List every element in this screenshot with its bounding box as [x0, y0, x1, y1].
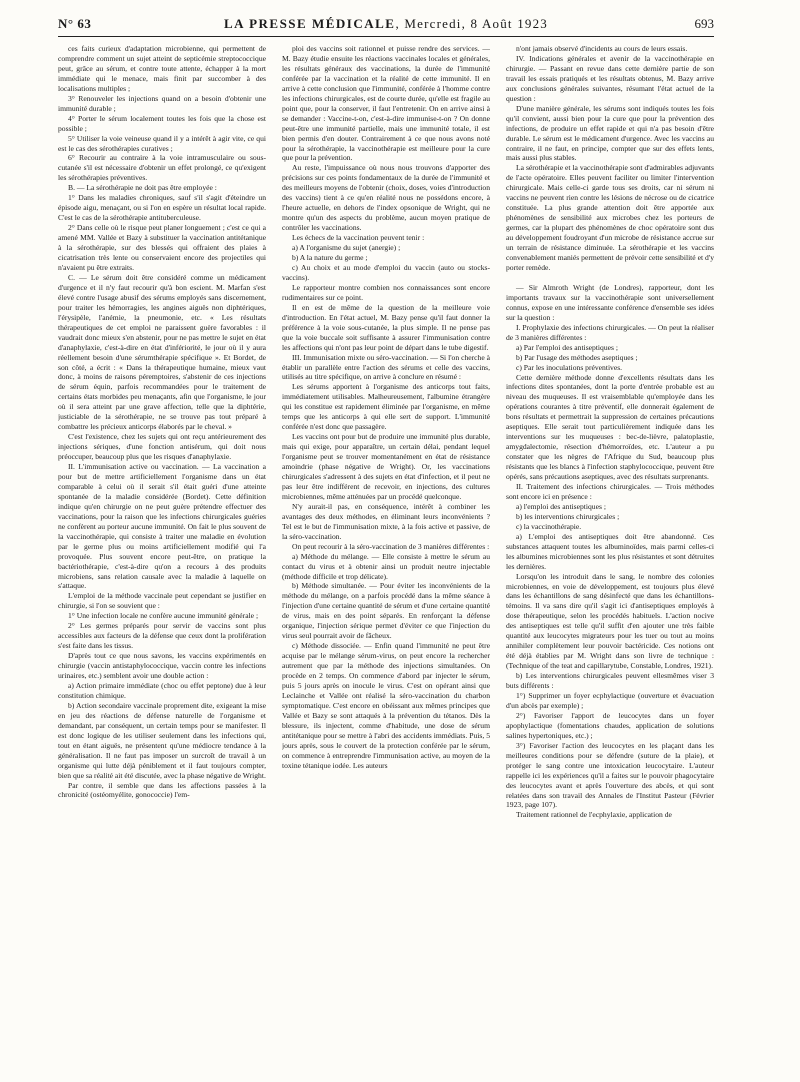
- paragraph: IV. Indications générales et avenir de la vaccinothérapie en chirurgie. — Passant en revue dans cette dernière partie de son travail les essais pratiqués et les résultats obtenus, M. Bazy arrive aux conclusions générales suivantes, résumant l'état actuel de la question :: [506, 53, 714, 103]
- paragraph: c) Par les inoculations préventives.: [516, 362, 623, 372]
- paragraph: On peut recourir à la séro-vaccination de 3 manières différentes :: [292, 541, 490, 551]
- issue-date: , Mercredi, 8 Août 1923: [395, 16, 548, 31]
- paragraph: n'ont jamais observé d'incidents au cours de leurs essais.: [516, 44, 688, 53]
- paragraph: a) Méthode du mélange. — Elle consiste à mettre le sérum au contact du virus et à obtenir ainsi un produit neutre injectable (méthode difficile et trop délicate).: [282, 551, 490, 581]
- paragraph: a) Action primaire immédiate (choc ou effet peptone) due à leur constitution chimique.: [58, 681, 266, 700]
- paragraph: b) Par l'usage des méthodes aseptiques ;: [516, 352, 638, 362]
- paragraph: Traitement rationnel de l'ecphylaxie, application de: [516, 810, 672, 820]
- paragraph: a) A l'organisme du sujet (anergie) ;: [292, 243, 401, 253]
- paragraph: c) Au choix et au mode d'emploi du vaccin (auto ou stocks-vaccins).: [282, 262, 490, 282]
- issue-number: N° 63: [58, 16, 92, 31]
- paragraph: 1° Dans les maladies chroniques, sauf s'il s'agit d'éteindre un épisode aigu, menaçant, ou si l'on en espère un résultat local rapide. C'est le cas de la sérothérapie antituberculeuse.: [58, 193, 266, 223]
- paragraph: La sérothérapie et la vaccinothérapie sont d'admirables adjuvants de l'acte opératoire. Elles peuvent faciliter ou limiter l'intervention chirurgicale. Mais celle-ci garde tous ses droits, car ni sérum ni vaccins ne peuvent rien contre les lésions de nécrose ou de cicatrice constituée. La plus grande attention doit être apportée aux phénomènes de sensibilité aux microbes chez les porteurs de germes, car la plupart des phénomènes de choc opératoire sont dus au développement foudroyant d'un microbe de résistance accrue sur un terrain de résistance diminuée. La sérothérapie et les vaccins convenablement maniés permettent de prévoir cette sensibilité et d'y porter remède.: [506, 163, 714, 272]
- paragraph: Les vaccins ont pour but de produire une immunité plus durable, mais qui exige, pour apparaître, un certain délai, pendant lequel l'organisme peut se trouver momentanément en état de résistance amoindrie (phase négative de Wright). Or, les vaccinations chirurgicales s'adressent à des sujets en état d'infection, et il peut ne pas leur être indifférent de recevoir, en injections, des cultures microbiennes, même atténuées par un procédé quelconque.: [282, 432, 490, 501]
- paragraph: C. — Le sérum doit être considéré comme un médicament d'urgence et il n'y faut recourir qu'à bon escient. M. Marfan s'est élevé contre l'usage abusif des sérums employés sans discernement, pour traiter les hémorragies, les angines aiguës non diphtériques, l'érysipèle, l'anémie, la pneumonie, etc. « Les résultats thérapeutiques de cet emploi ne paraissent guère favorables : il vaudrait donc mieux s'en abstenir, pour ne pas mettre le sujet en état d'anaphylaxie, c'est-à-dire en état d'infériorité, le jour où il y aura réellement besoin d'une sérumthérapie spécifique ». Et Bordet, de son côté, a écrit : « Dans la thérapeutique humaine, mieux vaut donc, à moins de raisons péremptoires, s'abstenir de ces injections de sérum équin, parfois recommandées pour le traitement de certains états morbides peu menaçants, afin que l'organisme, le jour où il sera atteint par une grave affection, telle que la diphtérie, justiciable de la sérothérapie, ne se trouve pas tout préparé à combattre les précieux anticorps élaborés par le cheval. »: [58, 272, 266, 432]
- column-left: [58, 44, 266, 1074]
- paragraph: b) Méthode simultanée. — Pour éviter les inconvénients de la méthode du mélange, on a parfois procédé dans la même séance à l'injection d'une certaine quantité de sérum et d'une certaine quantité de virus, mais en des point séparés. En renforçant la défense organique, l'injection sérique permet d'éviter ce que l'injection du virus seul pourrait avoir de fâcheux.: [282, 581, 490, 641]
- journal-name: LA PRESSE MÉDICALE: [223, 16, 396, 31]
- paragraph: 4° Porter le sérum localement toutes les fois que la chose est possible ;: [58, 113, 266, 133]
- column-right-top: [506, 44, 714, 273]
- paragraph: C'est l'existence, chez les sujets qui ont reçu antérieurement des injections sériques, d'une fonction antisérum, qui doit nous préoccuper, beaucoup plus que les risques d'anaphylaxie.: [58, 432, 266, 462]
- paragraph: b) Action secondaire vaccinale proprement dite, exigeant la mise en jeu des réactions de défense naturelle de l'organisme et demandant, par conséquent, un certain temps pour se manifester. Il est donc logique de les utiliser seulement dans les infections qui, tout en étant aiguës, ne présentent qu'une médiocre tendance à la généralisation. Il ne faut pas imposer un surcroît de travail à un organisme qui lutte déjà péniblement et il faut toujours compter, bien que sa réalité ait été discutée, avec la phase négative de Wright.: [58, 700, 266, 780]
- paragraph: II. Traitement des infections chirurgicales. — Trois méthodes sont encore ici en présence :: [506, 481, 714, 501]
- paragraph: 2°) Favoriser l'apport de leucocytes dans un foyer apophylactique (fomentations chaudes, application de solutions salines hypertoniques, etc.) ;: [506, 710, 714, 740]
- section-gap: [506, 273, 714, 283]
- paragraph: B. — La sérothérapie ne doit pas être employée :: [68, 183, 217, 193]
- paragraph: 3°) Favoriser l'action des leucocytes en les plaçant dans les meilleures conditions pour se défendre (suture de la plaie), et protéger le sang contre une intoxication leucocytaire. L'auteur rappelle ici les expériences qu'il a faites sur le pouvoir phagocytaire des leucocytes avant et après l'ouverture des abcès, et qui sont relatées dans son travail des Annales de l'Institut Pasteur (Février 1923, page 107).: [506, 740, 714, 810]
- paragraph: Lorsqu'on les introduit dans le sang, le nombre des colonies microbiennes, en voie de développement, est toujours plus élevé dans les échantillons de sang désinfecté que dans les échantillons-témoins. Il va sans dire qu'il s'agit ici d'antiseptiques employés à dose thérapeutique, selon les procédés habituels. L'action nocive des antiseptiques est telle qu'il suffit d'en ajouter une très faible quantité aux leucocytes migrateurs pour les tuer ou tout au moins annihiler complètement leur pouvoir bactéricide. Ces notions ont été déjà établies par M. Wright dans son livre de technique : (Technique of the teat and capillarytube, Constable, Londres, 1921).: [506, 571, 714, 671]
- paragraph: Cette dernière méthode donne d'excellents résultats dans les infections dites spontanées, dont la porte d'entrée probable est au niveau des muqueuses. Il est vraisemblable qu'employée dans les opérations courantes à titre préventif, elle donnerait également de bons résultats et permettrait la suppression de certaines précautions aseptiques. Elle serait tout particulièrement indiquée dans les interventions sur les muqueuses : bec-de-lièvre, palatoplastie, amygdalectomie, résection d'hémorroïdes, etc. L'auteur a pu constater que les nègres de l'Afrique du Sud, beaucoup plus résistants que les blancs à l'infection staphylococcique, peuvent être opérés, sans précautions aseptiques, avec des résultats surprenants.: [506, 372, 714, 482]
- paragraph: — Sir Almroth Wright (de Londres), rapporteur, dont les importants travaux sur la vaccinothérapie sont universellement connus, expose en une intéressante conférence d'ensemble ses idées sur la question :: [506, 282, 714, 322]
- paragraph: L'emploi de la méthode vaccinale peut cependant se justifier en chirurgie, si l'on se souvient que :: [58, 591, 266, 611]
- paragraph: c) Méthode dissociée. — Enfin quand l'immunité ne peut être acquise par le mélange sérum-virus, on peut encore la rechercher autrement que par la méthode des injections simultanées. On procède en 2 temps. On commence d'abord par injecter le sérum, puis 5 jours après on inocule le virus. C'est on opérant ainsi que Leclainche et Vallée ont réalisé la séro-vaccination du charbon symptomatique. C'est encore en obéissant aux mêmes principes que Vallée et Bazy se sont attaqués à la prévention du tétanos. Dès la blessure, ils injectent, comme d'habitude, une dose de sérum antitétanique pour se mettre à l'abri des accidents immédiats. Puis, 5 jours après, sous le couvert de la protection conférée par le sérum, on commence à entreprendre l'immunisation active, au moyen de la toxine tétanique iodée. Les auteurs: [282, 641, 490, 770]
- paragraph: III. Immunisation mixte ou séro-vaccination. — Si l'on cherche à établir un parallèle entre l'action des sérums et celle des vaccins, utilisés au titre spécifique, on arrive à conclure en résumé :: [282, 352, 490, 382]
- paragraph: a) l'emploi des antiseptiques ;: [516, 501, 606, 511]
- page-number: 693: [694, 16, 714, 31]
- column-right: [506, 44, 714, 1074]
- column-right-bottom: [506, 283, 714, 820]
- column-middle: [282, 44, 490, 1074]
- paragraph: Les sérums apportent à l'organisme des anticorps tout faits, immédiatement utilisables. Malheureusement, l'albumine étrangère qui les constitue est rapidement éliminée par l'organisme, en même temps que les anticorps à qui elle sert de support. L'immunité conférée n'est donc que passagère.: [282, 382, 490, 432]
- paragraph: 2° Les germes préparés pour servir de vaccins sont plus accessibles aux facteurs de la défense que ceux dont la prolifération s'est faite dans les tissus.: [58, 621, 266, 651]
- journal-title: [58, 16, 714, 32]
- paragraph: Par contre, il semble que dans les affections passées à la chronicité (ostéomyélite, gonococcie) l'em-: [58, 780, 266, 800]
- paragraph: Le rapporteur montre combien nos connaissances sont encore rudimentaires sur ce point.: [282, 282, 490, 302]
- paragraph: b) A la nature du germe ;: [292, 253, 368, 263]
- paragraph: Les échecs de la vaccination peuvent tenir :: [292, 233, 425, 243]
- paragraph: D'après tout ce que nous savons, les vaccins expérimentés en chirurgie (vaccin antistaphylococcique, vaccin contre les infections urinaires, etc.) semblent avoir une double action :: [58, 651, 266, 681]
- paragraph: 1°) Supprimer un foyer ecphylactique (ouverture et évacuation d'un abcès par exemple) ;: [506, 691, 714, 710]
- paragraph: a) L'emploi des antiseptiques doit être abandonné. Ces substances attaquent toutes les albuminoïdes, mais parmi celles-ci les albumines microbiennes sont les plus résistantes et sont détruites les dernières.: [506, 531, 714, 571]
- paragraph: D'une manière générale, les sérums sont indiqués toutes les fois qu'il convient, aussi bien pour la cure que pour la prévention des infections, de produire un effet rapide et qui n'a pas besoin d'être durable. Le sérum est le médicament d'urgence. Avec les vaccins au contraire, il ne faut, en principe, compter que sur des effets lents, mais aussi plus stables.: [506, 103, 714, 163]
- paragraph: N'y aurait-il pas, en conséquence, intérêt à combiner les avantages des deux méthodes, en éliminant leurs inconvénients ? Tel est le but de l'immunisation mixte, à la fois active et passive, de la séro-vaccination.: [282, 501, 490, 541]
- paragraph: II. L'immunisation active ou vaccination. — La vaccination a pour but de mettre artificiellement l'organisme dans un état comparable à celui où il serait s'il était guéri d'une atteinte spontanée de la maladie considérée (Bordet). Cette définition indique qu'en chirurgie on ne peut guère prétendre effectuer des vaccinations, pour la raison que les infections chirurgicales guéries ne confèrent au porteur aucune immunité. On fait le plus souvent de la vaccinothérapie, qui consiste à traiter une maladie en évolution par le germe plus ou moins artificiellement modifié qui l'a provoquée. Plus souvent encore peut-être, on pratique la bactériothérapie, c'est-à-dire qu'on a recours à des produits microbiens, sans relation causale avec la maladie à laquelle on s'attaque.: [58, 462, 266, 591]
- paragraph: ces faits curieux d'adaptation microbienne, qui permettent de comprendre comment un sujet atteint de septicémie streptococcique peut, grâce au sérum, et contre toute attente, échapper à la mort immédiate qui le menace, mais finit par succomber à des localisations multiples ;: [58, 44, 266, 93]
- paragraph: c) la vaccinothérapie.: [516, 521, 582, 531]
- paragraph: ploi des vaccins soit rationnel et puisse rendre des services. — M. Bazy étudie ensuite les réactions vaccinales locales et générales, les résultats généraux des vaccinations, la durée de l'immunité conférée par la vaccination et la réalité de cette immunité. Il en arrive à cette conclusion que l'immunité, conférée à l'homme contre les infections chirurgicales, est de courte durée, qu'elle est fragile au point que, pour la conserver, il faut l'entretenir. On en arrive ainsi à se demander : Vaccine-t-on, c'est-à-dire immunise-t-on ? On donne peut-être une immunité partielle, mais une immunité totale, il est bien permis d'en douter. Contrairement à ce que nous avons noté pour la sérothérapie, la vaccinothérapie est meilleure pour la cure que pour la prévention.: [282, 44, 490, 163]
- paragraph: 6° Recourir au contraire à la voie intramusculaire ou sous-cutanée s'il est nécessaire d'obtenir un effet prolongé, ce qu'exigent les sérothérapies préventives.: [58, 153, 266, 183]
- page-header: [58, 14, 714, 37]
- paragraph: Il en est de même de la question de la meilleure voie d'introduction. En l'état actuel, M. Bazy pense qu'il faut donner la préférence à la voie sous-cutanée, la plus simple. Il ne pense pas que la voie buccale soit suffisante à assurer l'immunisation contre les affections qui n'ont pas leur point de départ dans le tube digestif.: [282, 302, 490, 352]
- paragraph: b) Les interventions chirurgicales peuvent ellesmêmes viser 3 buts différents :: [506, 671, 714, 691]
- paragraph: 1° Une infection locale ne confère aucune immunité générale ;: [68, 611, 259, 621]
- paragraph: 5° Utiliser la voie veineuse quand il y a intérêt à agir vite, ce qui est le cas des sérothérapies curatives ;: [58, 133, 266, 153]
- paragraph: Au reste, l'impuissance où nous nous trouvons d'apporter des précisions sur ces points fondamentaux de la durée de l'immunité et des meilleurs moyens de l'obtenir (choix, doses, voies d'introduction des vaccins) tient à ce qu'en réalité nous ne possédons encore, à l'heure actuelle, en dehors de l'index opsonique de Wright, qui ne montre qu'un des aspects du problème, aucun moyen pratique de contrôler les vaccinations.: [282, 163, 490, 233]
- paragraph: b) les interventions chirurgicales ;: [516, 511, 620, 521]
- paragraph: 3° Renouveler les injections quand on a besoin d'obtenir une immunité durable ;: [58, 93, 266, 113]
- paragraph: a) Par l'emploi des antiseptiques ;: [516, 342, 618, 352]
- paragraph: I. Prophylaxie des infections chirurgicales. — On peut la réaliser de 3 manières différentes :: [506, 322, 714, 342]
- paragraph: 2° Dans celle où le risque peut planer longuement ; c'est ce qui a amené MM. Vallée et Bazy à substituer la vaccination antitétanique à la sérothérapie, sur des blessés qui offraient des plaies à cicatrisation très lente ou conservaient encore des projectiles qui n'avaient pu être extraits.: [58, 223, 266, 272]
